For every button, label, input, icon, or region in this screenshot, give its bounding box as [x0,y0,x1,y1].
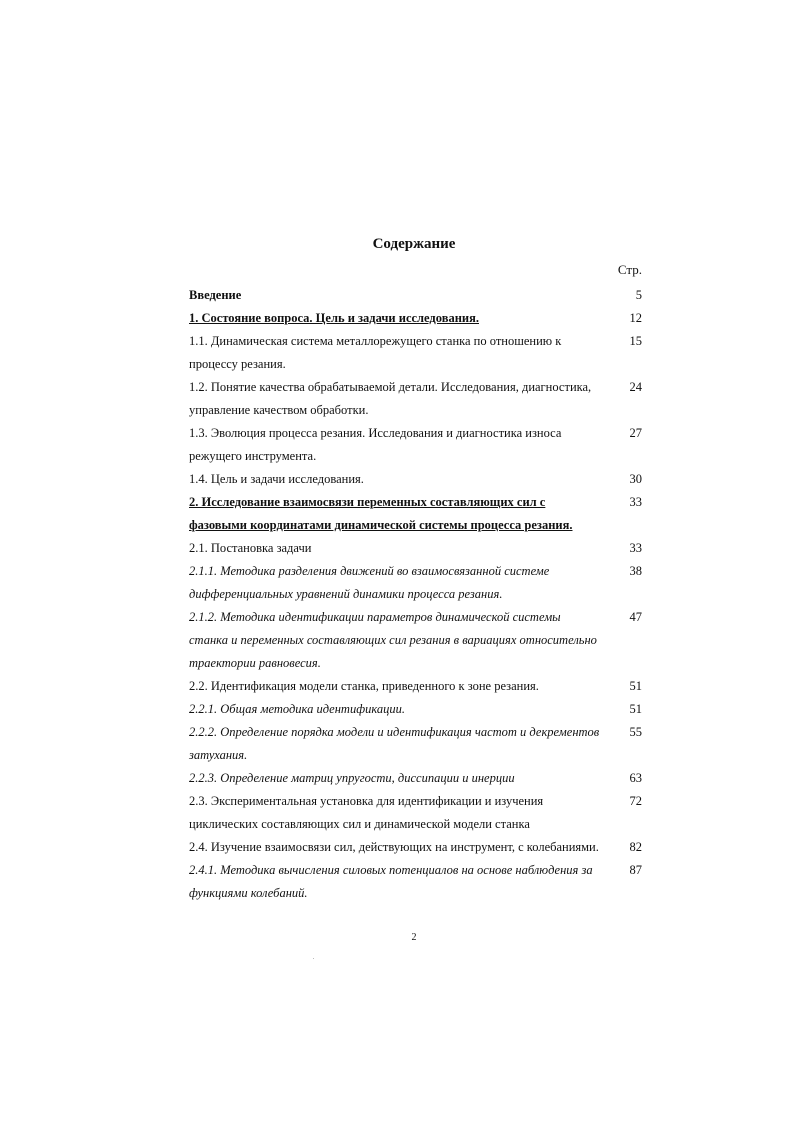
toc-entry [189,606,642,675]
toc-entry [189,376,642,422]
toc-entry-title: 2.2.3. Определение матриц упругости, диссипации и инерции [189,771,515,785]
toc-entry [189,721,642,767]
toc-entry-title: 2.1.2. Методика идентификации параметров динамической системы станка и переменных составляющих сил резания в вариациях относительно траектории равновесия. [189,610,597,670]
page-column-label: Стр. [617,262,642,277]
toc-entry-title: 2.3. Экспериментальная установка для идентификации и изучения циклических составляющих сил и динамической модели станка [189,794,544,831]
toc-entry-page: 82 [629,840,642,854]
toc-entry-page: 27 [629,426,642,440]
scan-speck [313,958,314,959]
toc-entry-title: 2.2. Идентификация модели станка, приведенного к зоне резания. [189,679,539,693]
toc-entry [189,307,642,330]
toc-entry-title: 2.4.1. Методика вычисления силовых потенциалов на основе наблюдения за функциями колебаний. [189,863,593,900]
toc-entry [189,698,642,721]
toc-entry-page: 33 [629,541,642,555]
toc-entry-page: 51 [629,679,642,693]
toc-entry-page: 5 [635,288,642,302]
toc-entry [189,284,642,307]
toc-entry-page: 24 [629,380,642,394]
toc-entry-title: 2.2.1. Общая методика идентификации. [189,702,405,716]
toc-entry [189,859,642,905]
toc-entry-title: 1.2. Понятие качества обрабатываемой детали. Исследования, диагностика, управление качеством обработки. [189,380,592,417]
toc-entry-title: 2.4. Изучение взаимосвязи сил, действующих на инструмент, с колебаниями. [189,840,599,854]
toc-entry [189,422,642,468]
page-number: 2 [411,932,417,943]
page-title: Содержание [372,236,456,252]
toc-entry-page: 51 [629,702,642,716]
toc-entry [189,468,642,491]
toc-entry-page: 38 [629,564,642,578]
toc-entry-title: 1.1. Динамическая система металлорежущего станка по отношению к процессу резания. [189,334,562,371]
toc-entry-page: 63 [629,771,642,785]
toc-entry [189,560,642,606]
toc-entry [189,537,642,560]
toc-entry-page: 15 [629,334,642,348]
toc-entry-title: Введение [189,288,242,302]
toc-entry-page: 87 [629,863,642,877]
table-of-contents [189,284,642,905]
toc-entry [189,491,642,537]
toc-entry-title: 2.1.1. Методика разделения движений во взаимосвязанной системе дифференциальных уравнений динамики процесса резания. [189,564,550,601]
toc-entry-page: 30 [629,472,642,486]
toc-entry [189,330,642,376]
toc-entry-title: 1.3. Эволюция процесса резания. Исследования и диагностика износа режущего инструмента. [189,426,562,463]
toc-entry-title: 2. Исследование взаимосвязи переменных составляющих сил с фазовыми координатами динамической системы процесса резания. [189,495,573,532]
toc-entry [189,836,642,859]
toc-entry-title: 1. Состояние вопроса. Цель и задачи исследования. [189,311,479,325]
toc-entry [189,675,642,698]
toc-entry-page: 55 [629,725,642,739]
toc-entry-title: 2.1. Постановка задачи [189,541,312,555]
toc-entry-page: 33 [629,495,642,509]
toc-entry [189,767,642,790]
toc-entry-page: 12 [629,311,642,325]
toc-entry-page: 72 [629,794,642,808]
toc-entry-page: 47 [629,610,642,624]
toc-entry [189,790,642,836]
toc-entry-title: 1.4. Цель и задачи исследования. [189,472,364,486]
toc-entry-title: 2.2.2. Определение порядка модели и идентификация частот и декрементов затухания. [189,725,600,762]
